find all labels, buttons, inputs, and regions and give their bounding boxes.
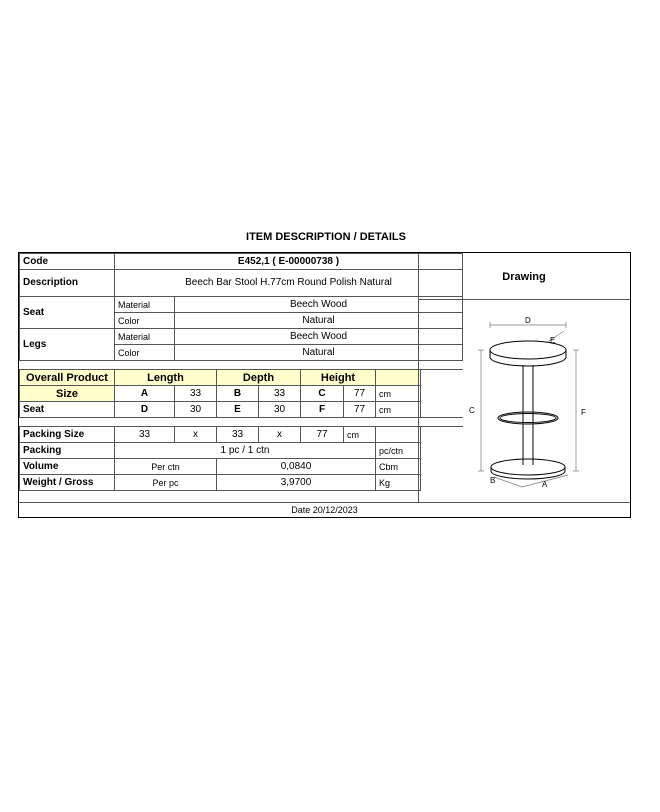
unit-header xyxy=(376,370,421,386)
drawing-label-b: B xyxy=(490,476,496,485)
packing-label: Packing xyxy=(20,443,115,459)
dim-a-value: 33 xyxy=(175,386,217,402)
volume-label: Volume xyxy=(20,459,115,475)
overall-size-label-2: Size xyxy=(20,386,115,402)
code-value: E452,1 ( E-00000738 ) xyxy=(115,254,463,270)
weight-value: 3,9700 xyxy=(217,475,376,491)
overall-size-label-1: Overall Product xyxy=(20,370,115,386)
seat-material-value: Beech Wood xyxy=(175,297,463,313)
dim-b-value: 33 xyxy=(259,386,301,402)
drawing-label-d: D xyxy=(525,316,531,325)
volume-value: 0,0840 xyxy=(217,459,376,475)
spacer-row xyxy=(20,418,463,427)
depth-header: Depth xyxy=(217,370,301,386)
drawing-label-e: E xyxy=(550,336,556,345)
length-header: Length xyxy=(115,370,217,386)
spacer-row xyxy=(20,361,463,370)
packing-size-x1: x xyxy=(175,427,217,443)
dim-e-label: E xyxy=(217,402,259,418)
volume-unit: Cbm xyxy=(376,459,421,475)
packing-size-x2: x xyxy=(259,427,301,443)
overall-unit: cm xyxy=(376,386,421,402)
weight-label: Weight / Gross xyxy=(20,475,115,491)
packing-size-height: 77 xyxy=(301,427,344,443)
weight-basis: Per pc xyxy=(115,475,217,491)
drawing-label-c: C xyxy=(469,406,475,415)
seat-dims-unit: cm xyxy=(376,402,421,418)
code-label: Code xyxy=(20,254,115,270)
legs-color-label: Color xyxy=(115,345,175,361)
dim-f-value: 77 xyxy=(344,402,376,418)
packing-value: 1 pc / 1 ctn xyxy=(115,443,376,459)
date-footer: Date 20/12/2023 xyxy=(19,502,630,517)
bar-stool-drawing xyxy=(418,305,630,490)
volume-basis: Per ctn xyxy=(115,459,217,475)
packing-size-width: 33 xyxy=(217,427,259,443)
drawing-label-a: A xyxy=(542,480,548,489)
dim-d-value: 30 xyxy=(175,402,217,418)
drawing-title: Drawing xyxy=(502,271,546,283)
packing-unit: pc/ctn xyxy=(376,443,421,459)
legs-material-value: Beech Wood xyxy=(175,329,463,345)
packing-size-length: 33 xyxy=(115,427,175,443)
seat-color-label: Color xyxy=(115,313,175,329)
seat-material-label: Material xyxy=(115,297,175,313)
packing-size-unit: cm xyxy=(344,427,376,443)
dim-e-value: 30 xyxy=(259,402,301,418)
description-label: Description xyxy=(20,270,115,297)
legs-material-label: Material xyxy=(115,329,175,345)
seat-dims-label: Seat xyxy=(20,402,115,418)
dim-a-label: A xyxy=(115,386,175,402)
packing-size-label: Packing Size xyxy=(20,427,115,443)
details-table xyxy=(19,253,463,491)
legs-label: Legs xyxy=(20,329,115,361)
weight-unit: Kg xyxy=(376,475,421,491)
dim-c-value: 77 xyxy=(344,386,376,402)
dim-c-label: C xyxy=(301,386,344,402)
dim-b-label: B xyxy=(217,386,259,402)
seat-label: Seat xyxy=(20,297,115,329)
page-title: ITEM DESCRIPTION / DETAILS xyxy=(246,231,406,243)
item-details-sheet xyxy=(18,252,631,518)
legs-color-value: Natural xyxy=(175,345,463,361)
seat-color-value: Natural xyxy=(175,313,463,329)
dim-f-label: F xyxy=(301,402,344,418)
height-header: Height xyxy=(301,370,376,386)
drawing-label-f: F xyxy=(581,408,586,417)
dim-d-label: D xyxy=(115,402,175,418)
drawing-panel xyxy=(418,253,630,503)
description-value: Beech Bar Stool H.77cm Round Polish Natural xyxy=(115,270,463,297)
